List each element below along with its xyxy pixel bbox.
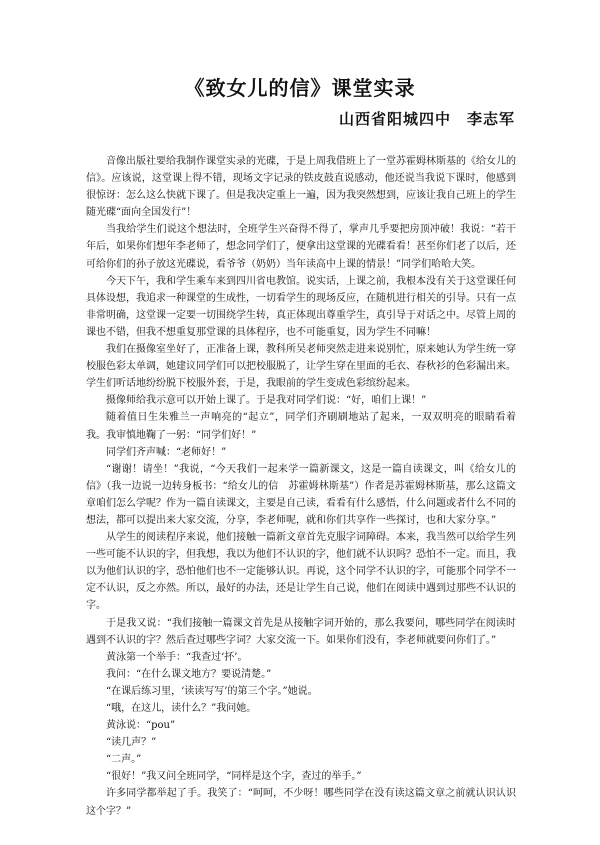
- paragraph: 从学生的阅读程序来说，他们接触一篇新文章首先克服字词障碍。本来，我当然可以给学生列一些可能不认识的字，但我想，我以为他们不认识的字，他们就不认识吗？恐怕不一定。而且，我以为他们认识的字，恐怕他们也不一定能够认识。再说，这个同学不认识的字，可能那个同学不一定不认识，反之亦然。所以，最好的办法，还是让学生自己说，他们在阅读中遇到过那些不认识的字。: [86, 532, 516, 612]
- paragraph: “读几声？”: [106, 737, 157, 749]
- paragraph: 黄泳说：“pou”: [106, 720, 176, 732]
- paragraph: 许多同学都举起了手。我笑了：“呵呵，不少呀！哪些同学在没有读这篇文章之前就认识认识这个字？”: [86, 788, 516, 817]
- paragraph: 同学们齐声喊：“老师好！”: [106, 446, 227, 458]
- paragraph: 黄泳第一个举手：“我查过‘抔’。: [106, 651, 248, 663]
- paragraph: “很好！”我又问全班同学，“同样是这个字，查过的举手。”: [106, 771, 362, 783]
- paragraph: 今天下午，我和学生乘车来到四川省电教馆。说实话，上课之前，我根本没有关于这堂课任何具体设想，我追求一种课堂的生成性，一切看学生的现场反应，在随机进行相关的引导。只有一点非常明确，这堂课一定要一切围绕学生转，真正体现出尊重学生，真引导于对话之中。尽管上周的课也不错，但我不想重复那堂课的具体程序，也不可能重复，因为学生不同嘛！: [86, 275, 516, 338]
- paragraph: 于是我又说：“我们接触一篇课文首先是从接触字词开始的，那么我要问，哪些同学在阅读时遇到不认识的字？然后查过哪些字词？大家交流一下。如果你们没有，李老师就要问你们了。”: [86, 617, 516, 646]
- paragraph: 摄像师给我示意可以开始上课了。于是我对同学们说：“好，咱们上课！”: [106, 395, 427, 407]
- paragraph: “谢谢！请坐！”我说，“今天我们一起来学一篇新课文，这是一篇自读课文，叫《给女儿的信》（我一边说一边转身板书：“给女儿的信 苏霍姆林斯基”）作者是苏霍姆林斯基，那么这篇文章咱们怎么学呢？作为一篇自读课文，主要是自己读，看看有什么感悟，什么问题或者什么不同的想法，都可以提出来大家交流，分享，李老师呢，就和你们共享作一些探讨，也和大家分享。”: [86, 463, 516, 526]
- paragraph: “在课后练习里，‘读读写写’的第三个字。”她说。: [106, 685, 318, 697]
- author-byline: 山西省阳城四中 李志军: [338, 110, 515, 128]
- paragraph: 我们在摄像室坐好了，正准备上课，教科所吴老师突然走进来说别忙，原来她认为学生统一穿校服色彩太单调，她建议同学们可以把校服脱了，让学生穿在里面的毛衣、春秋衫的色彩漏出来。学生们听话地纷纷脱下校服外套，于是，我眼前的学生变成色彩缤纷起来。: [86, 344, 516, 390]
- paragraph: 当我给学生们说这个想法时，全班学生兴奋得不得了，掌声几乎要把房顶冲破！我说：“若干年后，如果你们想年李老师了，想念同学们了，便拿出这堂课的光碟看看！甚至你们老了以后，还可给你们的孙子放这光碟说，看爷爷（奶奶）当年读高中上课的情景！”同学们哈哈大笑。: [86, 224, 516, 270]
- paragraph: 我问：“在什么课文地方？要说清楚。”: [106, 668, 272, 680]
- document-title: 《致女儿的信》课堂实录: [184, 76, 416, 100]
- document-body: [86, 153, 516, 820]
- paragraph: 音像出版社要给我制作课堂实录的光碟，于是上周我借班上了一堂苏霍姆林斯基的《给女儿的信》。应该说，这堂课上得不错，现场文字记录的铁皮鼓直说感动，他还说当我说下课时，他感到很惊讶：怎么这么快就下课了。但是我决定重上一遍，因为我突然想到，应该让我自己班上的学生随光碟“面向全国发行”！: [86, 156, 516, 219]
- paragraph: “二声。”: [106, 754, 142, 766]
- paragraph: 随着值日生朱雅兰一声响亮的“起立”，同学们齐刷刷地站了起来，一双双明亮的眼睛看着我。我审慎地鞠了一躬：“同学们好！”: [86, 412, 516, 441]
- paragraph: “哦，在这儿，读什么？”我问她。: [106, 703, 257, 714]
